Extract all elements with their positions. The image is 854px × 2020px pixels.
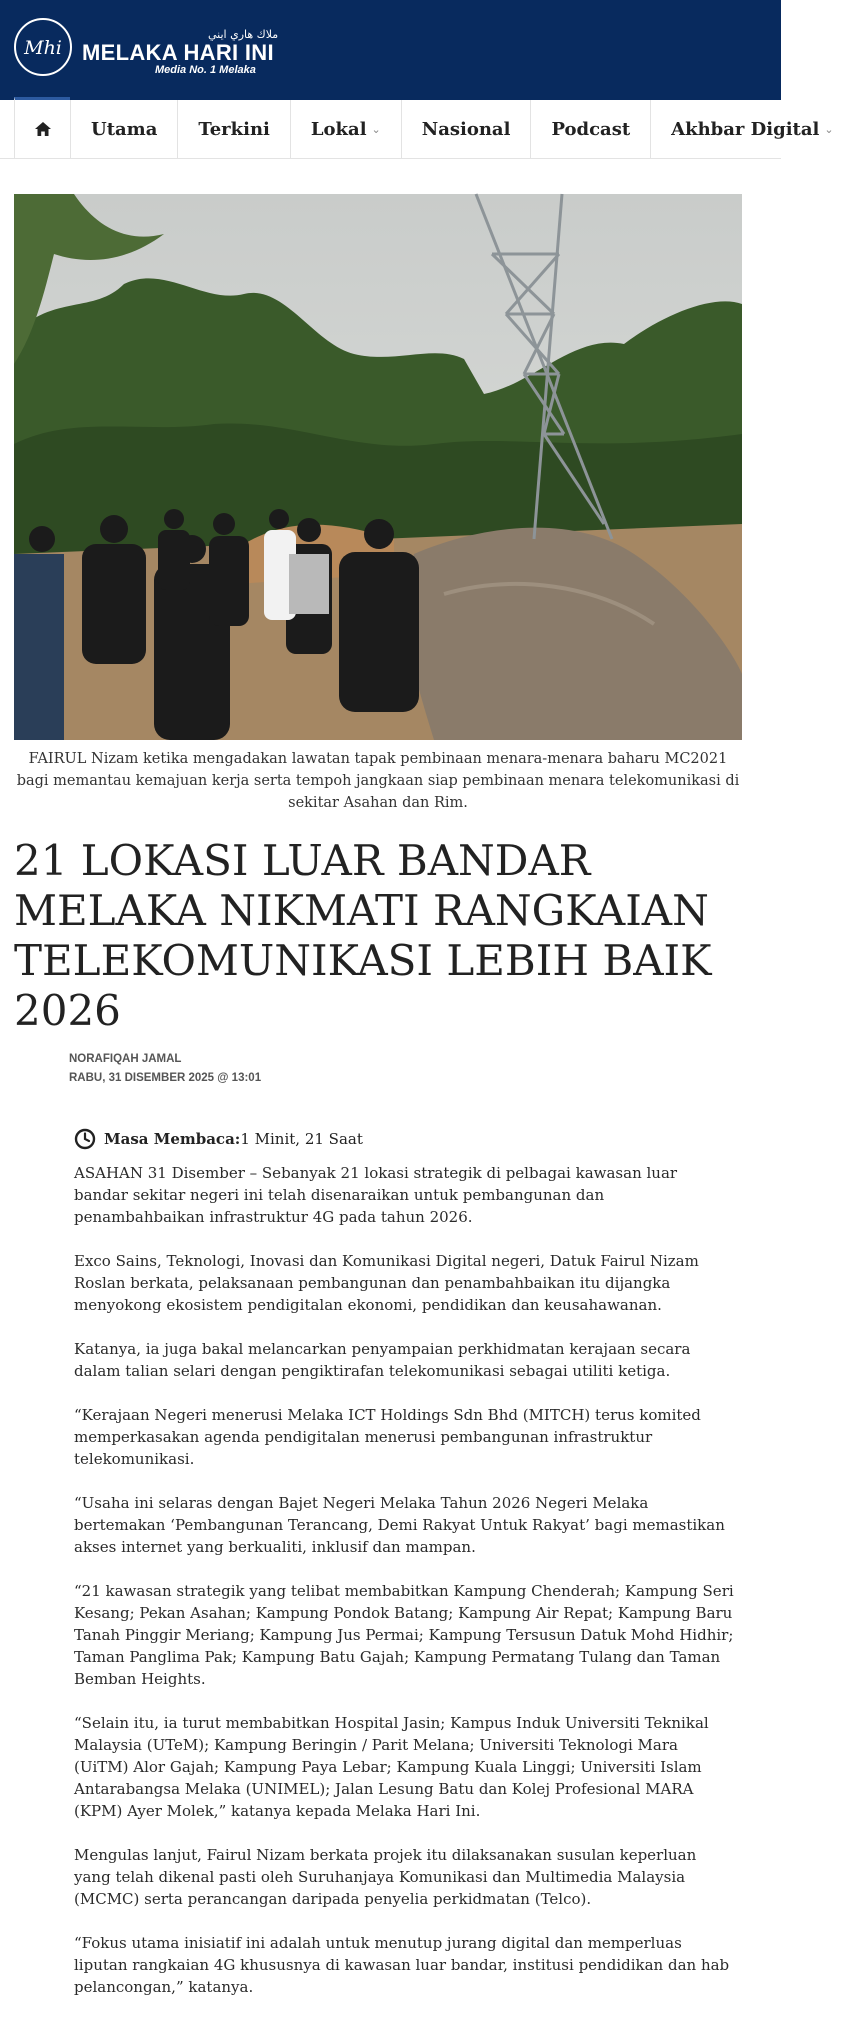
nav-home[interactable]	[14, 97, 70, 158]
reading-time	[74, 1128, 363, 1150]
article-paragraph: “Usaha ini selaras dengan Bajet Negeri Melaka Tahun 2026 Negeri Melaka bertemakan ‘Pembangunan Terancang, Demi Rakyat Untuk Rakyat’ bagi memastikan akses internet yang berkualiti, inklusif dan mampan.	[74, 1494, 725, 1556]
nav-akhbar-digital[interactable]	[650, 100, 853, 158]
nav-label: Utama	[91, 118, 158, 140]
nav-nasional[interactable]	[401, 100, 531, 158]
byline	[69, 1050, 261, 1088]
site-name[interactable]: MELAKA HARI INI	[82, 40, 274, 65]
nav-label: Podcast	[551, 118, 631, 140]
author-name[interactable]: NORAFIQAH JAMAL	[69, 1053, 182, 1065]
main-nav	[0, 100, 834, 159]
article-paragraph: Katanya, ia juga bakal melancarkan penyampaian perkhidmatan kerajaan secara dalam talian selari dengan pengiktirafan telekomunikasi sebagai utiliti ketiga.	[74, 1340, 691, 1380]
image-caption: FAIRUL Nizam ketika mengadakan lawatan tapak pembinaan menara-menara baharu MC2021 bagi memantau kemajuan kerja serta tempoh jangkaan siap pembinaan menara telekomunikasi di sekitar Asahan dan Rim.	[16, 751, 740, 811]
article-body	[74, 1162, 734, 2020]
reading-time-label: Masa Membaca:	[104, 1130, 241, 1148]
article-paragraph: Exco Sains, Teknologi, Inovasi dan Komunikasi Digital negeri, Datuk Fairul Nizam Roslan berkata, pelaksanaan pembangunan dan penambahbaikan itu dijangka menyokong ekosistem pendigitalan ekonomi, pendidikan dan keusahawanan.	[74, 1252, 699, 1314]
tower-site-photo	[14, 194, 742, 740]
article-paragraph: “Selain itu, ia turut membabitkan Hospital Jasin; Kampus Induk Universiti Teknikal Malaysia (UTeM); Kampung Beringin / Parit Melana; Universiti Teknologi Mara (UiTM) Alor Gajah; Kampung Paya Lebar; Kampung Kuala Linggi; Universiti Islam Antarabangsa Melaka (UNIMEL); Jalan Lesung Batu dan Kolej Profesional MARA (KPM) Ayer Molek,” katanya kepada Melaka Hari Ini.	[74, 1714, 709, 1820]
article-paragraph: Mengulas lanjut, Fairul Nizam berkata projek itu dilaksanakan susulan keperluan yang telah dikenal pasti oleh Suruhanjaya Komunikasi dan Multimedia Malaysia (MCMC) serta perancangan daripada penyelia perkidmatan (Telco).	[74, 1846, 697, 1908]
site-logo[interactable]: Mhi	[14, 18, 72, 76]
nav-lokal[interactable]	[290, 100, 401, 158]
article-paragraph: “Kerajaan Negeri menerusi Melaka ICT Holdings Sdn Bhd (MITCH) terus komited memperkasakan agenda pendigitalan menerusi pembangunan infrastruktur telekomunikasi.	[74, 1406, 701, 1468]
publish-date: RABU, 31 DISEMBER 2025 @ 13:01	[69, 1072, 262, 1084]
nav-label: Terkini	[198, 118, 270, 140]
nav-label: Lokal	[310, 118, 367, 140]
chevron-down-icon: ⌄	[824, 122, 834, 136]
chevron-down-icon: ⌄	[371, 122, 381, 136]
home-icon	[34, 121, 52, 137]
nav-utama[interactable]	[70, 100, 177, 158]
article-paragraph: ASAHAN 31 Disember – Sebanyak 21 lokasi strategik di pelbagai kawasan luar bandar sekitar negeri ini telah disenaraikan untuk pembangunan dan penambahbaikan infrastruktur 4G pada tahun 2026.	[74, 1164, 678, 1226]
article-paragraph: “Fokus utama inisiatif ini adalah untuk menutup jurang digital dan memperluas liputan rangkaian 4G khususnya di kawasan luar bandar, institusi pendidikan dan hab pelancongan,” katanya.	[74, 1934, 730, 1996]
article-headline: 21 LOKASI LUAR BANDAR MELAKA NIKMATI RANGKAIAN TELEKOMUNIKASI LEBIH BAIK 2026	[14, 836, 712, 1035]
nav-label: Akhbar Digital	[671, 118, 820, 140]
clock-icon	[74, 1128, 96, 1150]
nav-podcast[interactable]	[530, 100, 650, 158]
article-paragraph: “21 kawasan strategik yang telibat membabitkan Kampung Chenderah; Kampung Seri Kesang; Pekan Asahan; Kampung Pondok Batang; Kampung Air Repat; Kampung Baru Tanah Pinggir Meriang; Kampung Jus Permai; Kampung Tersusun Datuk Mohd Hidhir; Taman Panglima Pak; Kampung Batu Gajah; Kampung Permatang Tulang dan Taman Bemban Heights.	[74, 1582, 734, 1688]
featured-image	[14, 194, 742, 740]
site-header	[0, 0, 781, 100]
site-tagline: Media No. 1 Melaka	[155, 64, 256, 76]
nav-terkini[interactable]	[177, 100, 290, 158]
site-name-arabic: ملاك هاري ايني	[208, 28, 279, 41]
nav-label: Nasional	[421, 118, 511, 140]
reading-time-value: 1 Minit, 21 Saat	[240, 1130, 363, 1148]
